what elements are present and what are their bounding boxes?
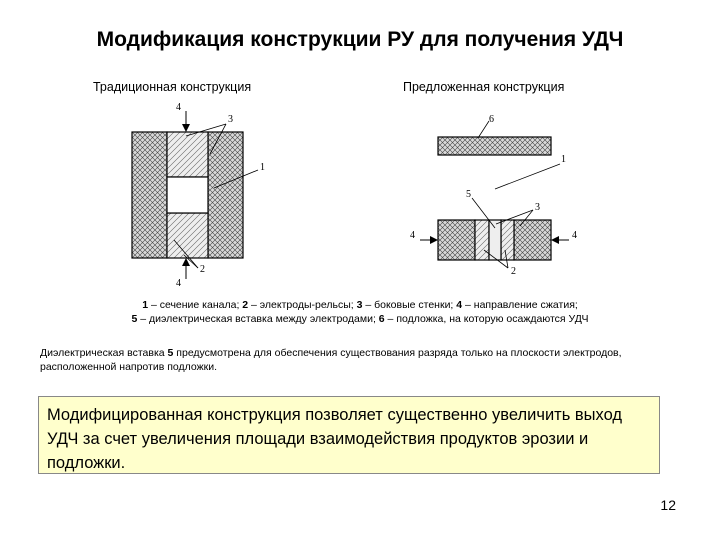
top-electrode-rail [167,132,208,177]
right-side-wall [514,220,551,260]
slide-title: Модификация конструкции РУ для получения УДЧ [96,28,624,51]
proposed-diagram [410,114,577,277]
left-electrode-rail [475,220,489,260]
right-electrode-rail [501,220,514,260]
bottom-electrode-rail [167,213,208,258]
page-number: 12 [660,497,676,513]
left-side-wall [438,220,475,260]
label-3: 3 [535,202,540,213]
label-6: 6 [489,114,494,125]
subtitle-proposed: Предложенная конструкция [403,80,565,94]
label-5: 5 [466,189,471,200]
description-text: Диэлектрическая вставка 5 предусмотрена для обеспечения существования разряда только на плоскости электродов, расположенной напротив подложки. [40,347,622,373]
subtitle-traditional: Традиционная конструкция [93,80,252,94]
label-4-top: 4 [176,102,181,113]
legend-line-2: 5 – диэлектрическая вставка между электродами; 6 – подложка, на которую осаждаются УДЧ [131,313,589,325]
label-2: 2 [200,264,205,275]
highlight-box: Модифицированная конструкция позволяет существенно увеличить выход УДЧ за счет увеличения площади взаимодействия продуктов эрозии и подложки. [38,396,660,474]
right-side-wall [208,132,243,258]
label-1: 1 [260,162,265,173]
traditional-diagram [132,102,265,289]
label-2: 2 [511,266,516,277]
label-4-left: 4 [410,230,415,241]
label-1: 1 [561,154,566,165]
label-4-right: 4 [572,230,577,241]
figure-legend [40,298,680,326]
legend-line-1: 1 – сечение канала; 2 – электроды-рельсы; 3 – боковые стенки; 4 – направление сжатия; [142,299,578,311]
dielectric-insert [489,220,501,260]
left-side-wall [132,132,167,258]
label-4-bottom: 4 [176,278,181,289]
label-3: 3 [228,114,233,125]
substrate [438,137,551,155]
channel-section [167,177,208,213]
